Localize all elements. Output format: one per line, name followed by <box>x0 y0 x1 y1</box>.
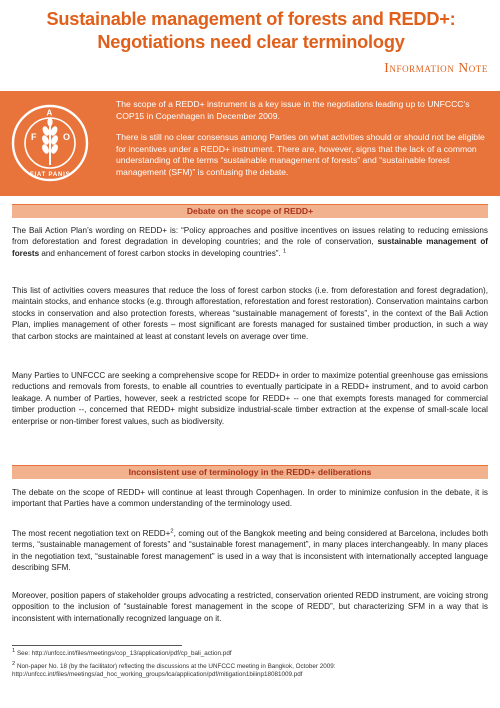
banner-paragraph-2: There is still no clear consensus among Parties on what activities should or should not be eligible for incentives under a REDD+ instrument. There are, however, signs that the lack of a common understanding of the terms “sustainable management of forests” and “sustainable forest management (SFM)” is confusing the debate. <box>116 132 485 177</box>
p2-text-end: , coming out of the Bangkok meeting and being considered at Barcelona, includes both terms, “sustainable management of forests” and “sustainable forest management”, in many places interchangeably. In many places in the negotiation text, “sustainable forest management” is used in a way that is inconsistent with internationally accepted language describing SFM. <box>12 529 488 573</box>
logo-letter-a: A <box>46 108 53 118</box>
footnote-2 <box>12 660 488 680</box>
section1-paragraph-3: Many Parties to UNFCCC are seeking a comprehensive scope for REDD+ in order to maximize potential greenhouse gas emissions reductions and removals from forests, to enable all countries to eventually participate in a REDD+ instrument, and to avoid carbon leakage. A number of Parties, however, seek a restricted scope for REDD+ -- one that exempts forests managed for commercial timber production --, concerned that REDD+ might subsidize industrial-scale timber extraction at the expense of small-scale local enterprise or non-timber forest values, such as biodiversity. <box>12 371 488 426</box>
section-heading-scope: Debate on the scope of REDD+ <box>12 204 488 218</box>
section2-paragraph-1: The debate on the scope of REDD+ will continue at least through Copenhagen. In order to minimize confusion in the debate, it is important that Parties have a common understanding of the terminology used. <box>12 488 488 509</box>
footnote-ref-1[interactable]: 1 <box>283 248 287 255</box>
section2-paragraph-2 <box>12 528 488 574</box>
footnote-1-number: 1 <box>12 647 16 654</box>
title-line-2: Negotiations need clear terminology <box>97 32 405 52</box>
section2-paragraph-3: Moreover, position papers of stakeholder groups advocating a restricted, conservation oriented REDD instrument, are voicing strong opposition to the inclusion of “sustainable forest management in the scope of REDD”, but characterizing SFM in a way that is inconsistent with internationally recognized language on it. <box>12 591 488 623</box>
logo-letter-f: F <box>31 132 37 142</box>
footnote-1-text: See: http://unfccc.int/files/meetings/cop_13/application/pdf/cp_bali_action.pdf <box>16 650 232 657</box>
page-title <box>14 8 488 54</box>
section1-paragraph-1 <box>12 225 488 259</box>
footnote-ref-2[interactable]: 2 <box>170 528 174 535</box>
logo-motto: FIAT PANIS <box>30 172 71 178</box>
section1-paragraph-2: This list of activities covers measures that reduce the loss of forest carbon stocks (i.e. from deforestation and forest degradation), maintain stocks, and enhance stocks (e.g. through afforestation, reforestation and forest restoration). Conservation maintains carbon stocks in conservation and also protection forests, whereas “sustainable management of forests”, in the context of the Bali Action Plan, implies management of other forests – most significant are forests managed for sustained timber production, in such a way that carbon stocks are maintained at least at constant levels on average over time. <box>12 286 488 341</box>
footnote-divider <box>12 645 182 646</box>
footnote-1 <box>12 647 488 658</box>
fao-logo-icon <box>10 103 90 183</box>
p2-text-start: The most recent negotiation text on REDD+ <box>12 529 171 538</box>
p1-text-end: and enhancement of forest carbon stocks in developing countries”. <box>39 248 281 258</box>
footnote-2-text: Non-paper No. 18 (by the facilitator) reflecting the discussions at the UNFCCC meeting in Bangkok, October 2009: http://unfccc.int/files/meetings/ad_hoc_working_groups/lca/application/pdf/mitigation1biiinp18081009.pdf <box>12 663 336 679</box>
p1-text-bold: sustainable management of forests <box>12 237 488 258</box>
title-line-1: Sustainable management of forests and REDD+: <box>46 9 456 29</box>
banner-paragraph-1: The scope of a REDD+ instrument is a key issue in the negotiations leading up to UNFCCC’s COP15 in Copenhagen in December 2009. <box>116 99 470 121</box>
logo-letter-o: O <box>63 132 71 142</box>
intro-banner <box>0 91 500 196</box>
banner-text <box>116 99 492 189</box>
document-subtitle: Information Note <box>384 60 488 75</box>
p1-text-start: The Bali Action Plan’s wording on REDD+ is: “Policy approaches and positive incentives on issues relating to reducing emissions from deforestation and forest degradation in developing countries; and the role of conservation, <box>12 226 488 247</box>
footnote-2-number: 2 <box>12 660 16 667</box>
section-heading-terminology: Inconsistent use of terminology in the REDD+ deliberations <box>12 465 488 479</box>
